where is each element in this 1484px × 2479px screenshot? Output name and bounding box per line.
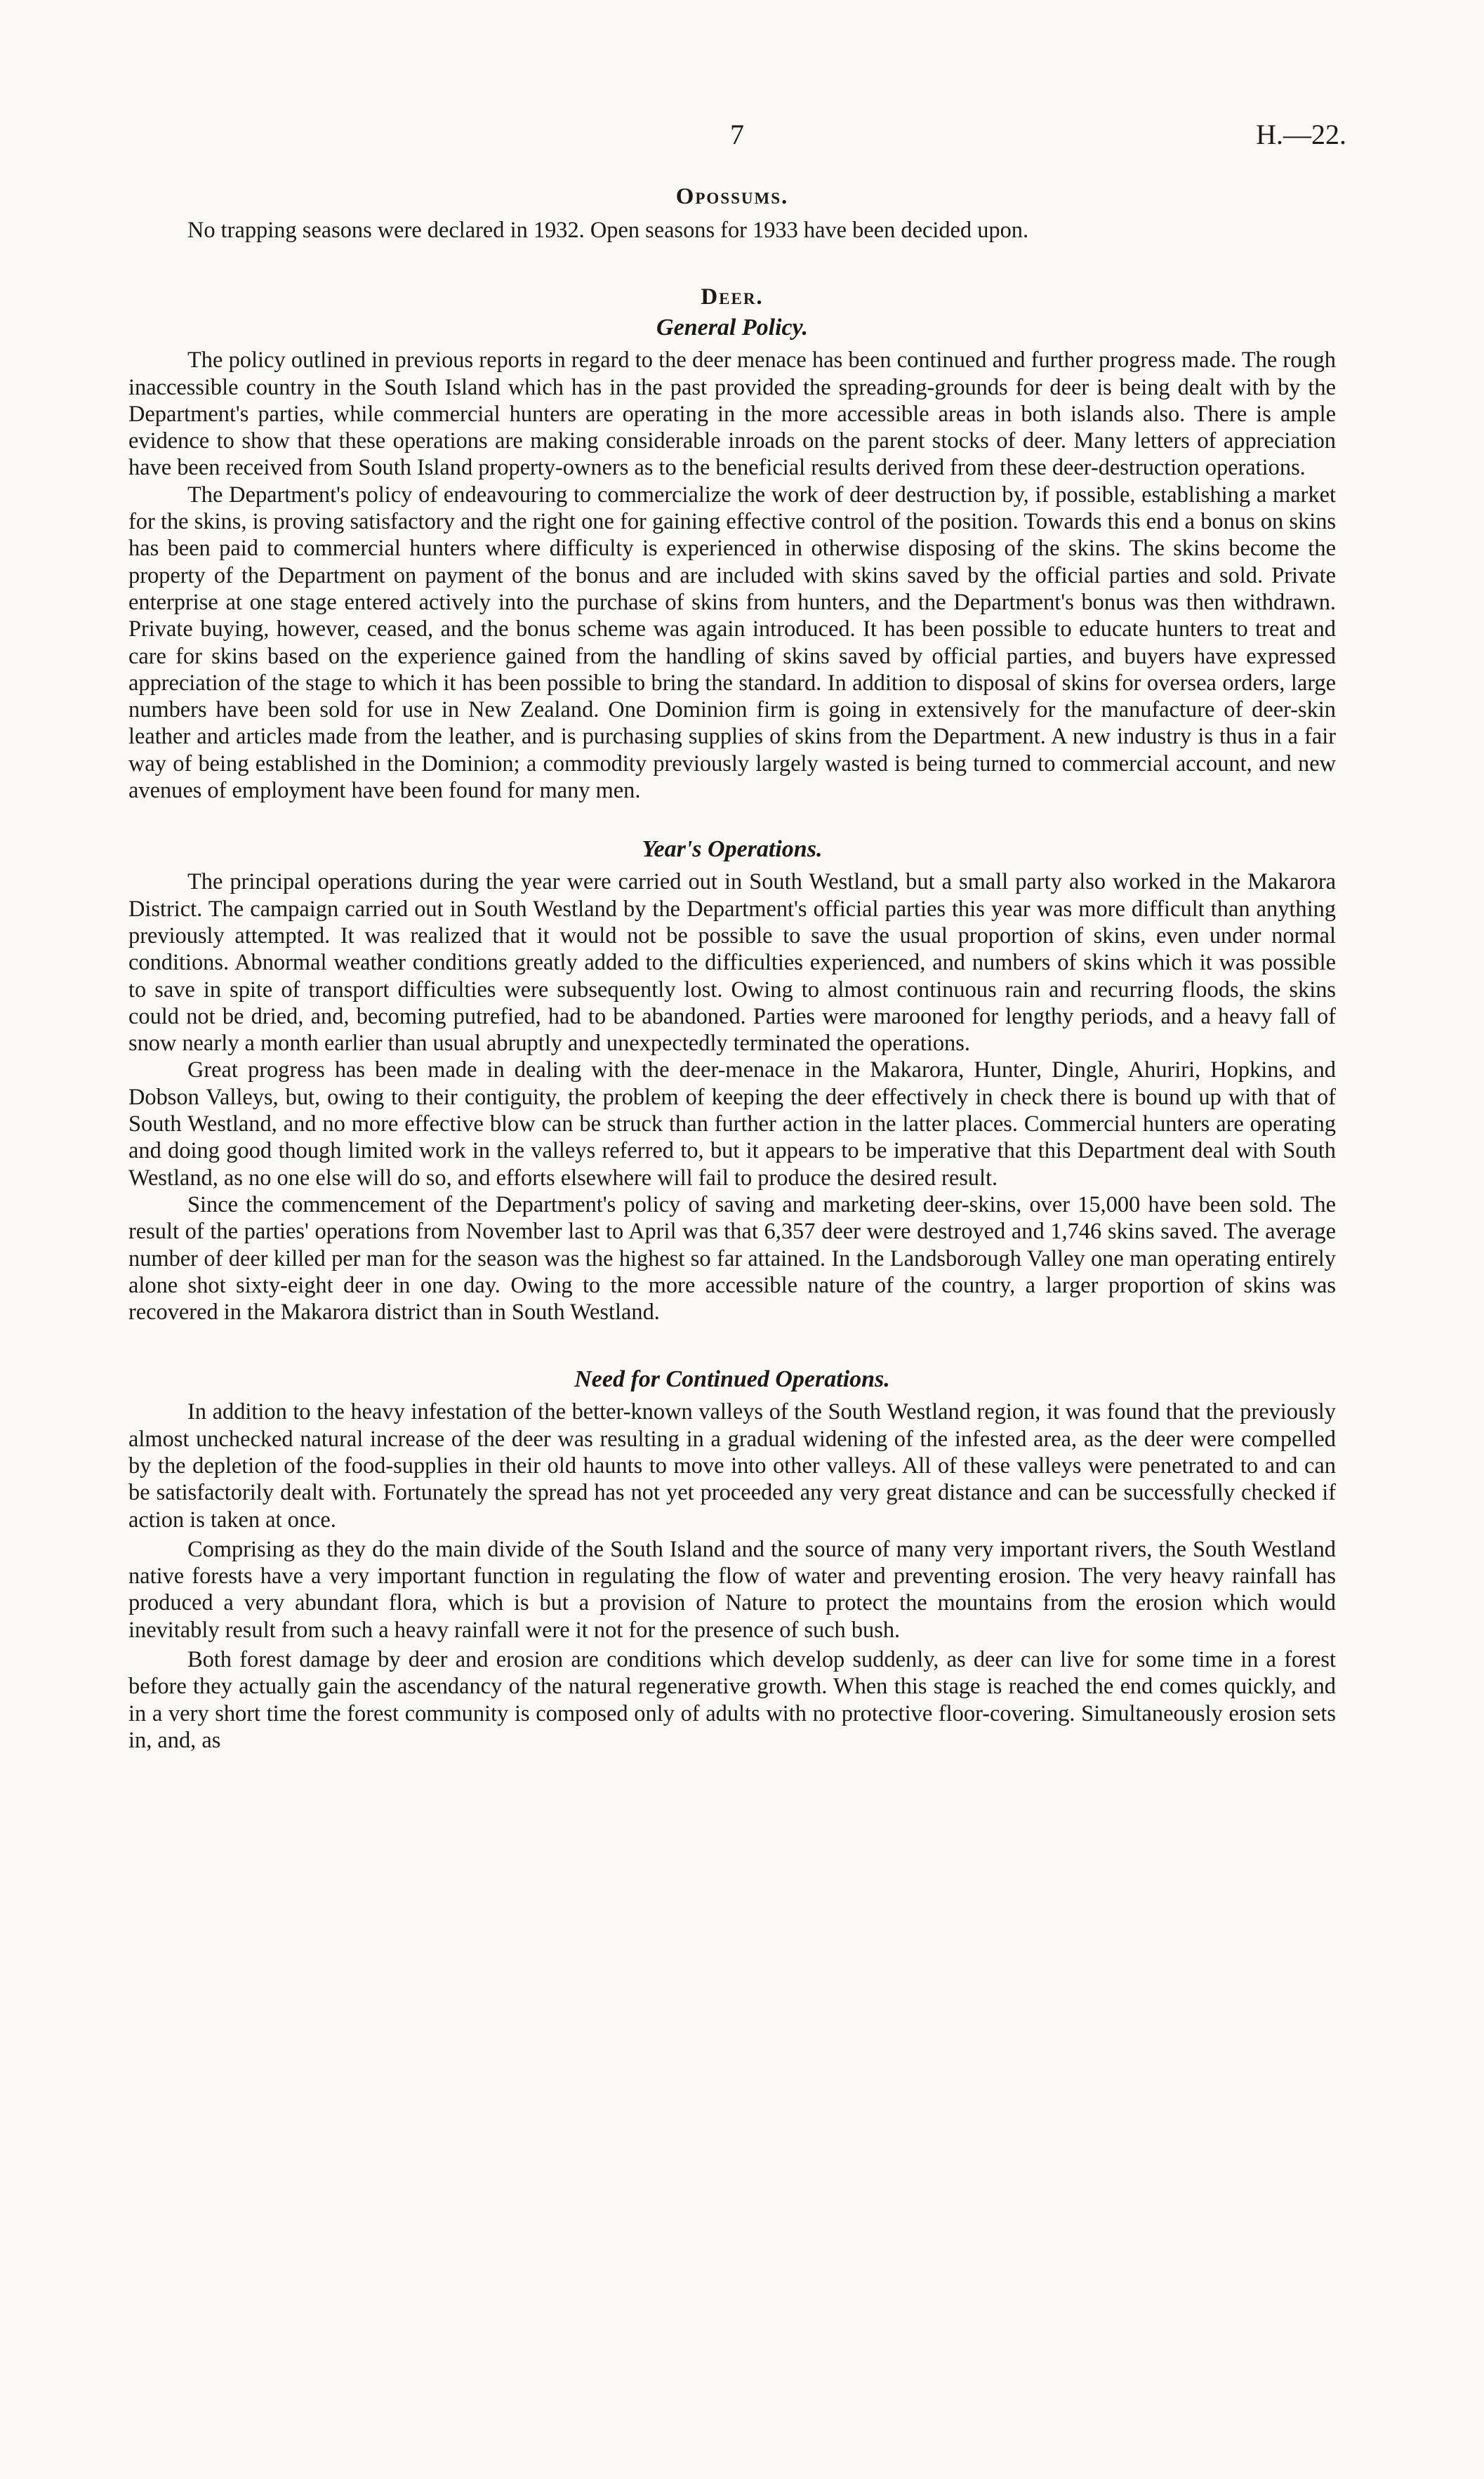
paragraph: No trapping seasons were declared in 1932. Open seasons for 1933 have been decided upon.: [187, 218, 1029, 243]
document-reference: H.—22.: [1256, 119, 1346, 150]
general-policy-subheading: General Policy.: [656, 315, 808, 341]
paragraph: Both forest damage by deer and erosion are conditions which develop suddenly, as deer can live for some time in a forest before they actually gain the ascendancy of the natural regenerative growth. When this stage is reached the end comes quickly, and in a very short time the forest community is composed only of adults with no protective floor-covering. Simultaneously erosion sets in, and, as: [128, 1647, 1336, 1753]
paragraph: The policy outlined in previous reports in regard to the deer menace has been continued and further progress made. The rough inaccessible country in the South Island which has in the past provided the spreading-grounds for deer is being dealt with by the Department's parties, while commercial hunters are operating in the more accessible areas in both islands also. There is ample evidence to show that these operations are making considerable inroads on the parent stocks of deer. Many letters of appreciation have been received from South Island property-owners as to the beneficial results derived from these deer-destruction operations.: [128, 348, 1336, 481]
paragraph: The principal operations during the year were carried out in South Westland, but a small party also worked in the Makarora District. The campaign carried out in South Westland by the Department's official parties this year was more difficult than anything previously attempted. It was realized that it would not be possible to save the usual proportion of skins, even under normal conditions. Abnormal weather conditions greatly added to the difficulties experienced, and numbers of skins which it was possible to save in spite of transport difficulties were subsequently lost. Owing to almost continuous rain and recurring floods, the skins could not be dried, and, becoming putrefied, had to be abandoned. Parties were marooned for lengthy periods, and a heavy fall of snow nearly a month earlier than usual abruptly and unexpectedly terminated the operations.: [128, 869, 1336, 1057]
paragraph: Great progress has been made in dealing with the deer-menace in the Makarora, Hunter, Dingle, Ahuriri, Hopkins, and Dobson Valleys, but, owing to their contiguity, the problem of keeping the deer effectively in check there is bound up with that of South Westland, and no more effective blow can be struck than further action in the latter places. Commercial hunters are operating and doing good though limited work in the valleys referred to, but it appears to be imperative that this Department deal with South Westland, as no one else will do so, and efforts elsewhere will fail to produce the desired result.: [128, 1057, 1336, 1191]
deer-heading: Deer.: [701, 284, 764, 310]
page-number: 7: [730, 119, 744, 150]
page-body: [128, 184, 1336, 1754]
paragraph: Comprising as they do the main divide of the South Island and the source of many very important rivers, the South Westland native forests have a very important function in regulating the flow of water and preventing erosion. The very heavy rainfall has produced a very abundant flora, which is but a provision of Nature to protect the mountains from the erosion which would inevitably result from such a heavy rainfall were it not for the presence of such bush.: [128, 1536, 1336, 1643]
deer-section: [128, 284, 1336, 1754]
years-operations-subheading: Year's Operations.: [642, 836, 823, 863]
paragraph: Since the commencement of the Department's policy of saving and marketing deer-skins, over 15,000 have been sold. The result of the parties' operations from November last to April was that 6,357 deer were destroyed and 1,746 skins saved. The average number of deer killed per man for the season was the highest so far attained. In the Landsborough Valley one man operating entirely alone shot sixty-eight deer in one day. Owing to the more accessible nature of the country, a larger proportion of skins was recovered in the Makarora district than in South Westland.: [128, 1191, 1336, 1326]
opossums-heading: Opossums.: [675, 184, 789, 209]
opossums-section: [128, 184, 1336, 244]
paragraph: The Department's policy of endeavouring to commercialize the work of deer destruction by, if possible, establishing a market for the skins, is proving satisfactory and the right one for gaining effective control of the position. Towards this end a bonus on skins has been paid to commercial hunters where difficulty is experienced in otherwise disposing of the skins. The skins become the property of the Department on payment of the bonus and are included with skins saved by the official parties and sold. Private enterprise at one stage entered actively into the purchase of skins from hunters, and the Department's bonus was then withdrawn. Private buying, however, ceased, and the bonus scheme was again introduced. It has been possible to educate hunters to treat and care for skins based on the experience gained from the handling of skins saved by official parties, and buyers have expressed appreciation of the stage to which it has been possible to bring the standard. In addition to disposal of skins for oversea orders, large numbers have been sold for use in New Zealand. One Dominion firm is going in extensively for the manufacture of deer-skin leather and articles made from the leather, and is purchasing supplies of skins from the Department. A new industry is thus in a fair way of being established in the Dominion; a commodity previously largely wasted is being turned to commercial account, and new avenues of employment have been found for many men.: [128, 482, 1336, 804]
paragraph: In addition to the heavy infestation of the better-known valleys of the South Westland region, it was found that the previously almost unchecked natural increase of the deer was resulting in a gradual widening of the infested area, as the deer were compelled by the depletion of the food-supplies in their old haunts to move into other valleys. All of these valleys were penetrated to and can be satisfactorily dealt with. Fortunately the spread has not yet proceeded any very great distance and can be successfully checked if action is taken at once.: [128, 1399, 1336, 1533]
need-for-continued-operations-subheading: Need for Continued Operations.: [574, 1366, 890, 1393]
